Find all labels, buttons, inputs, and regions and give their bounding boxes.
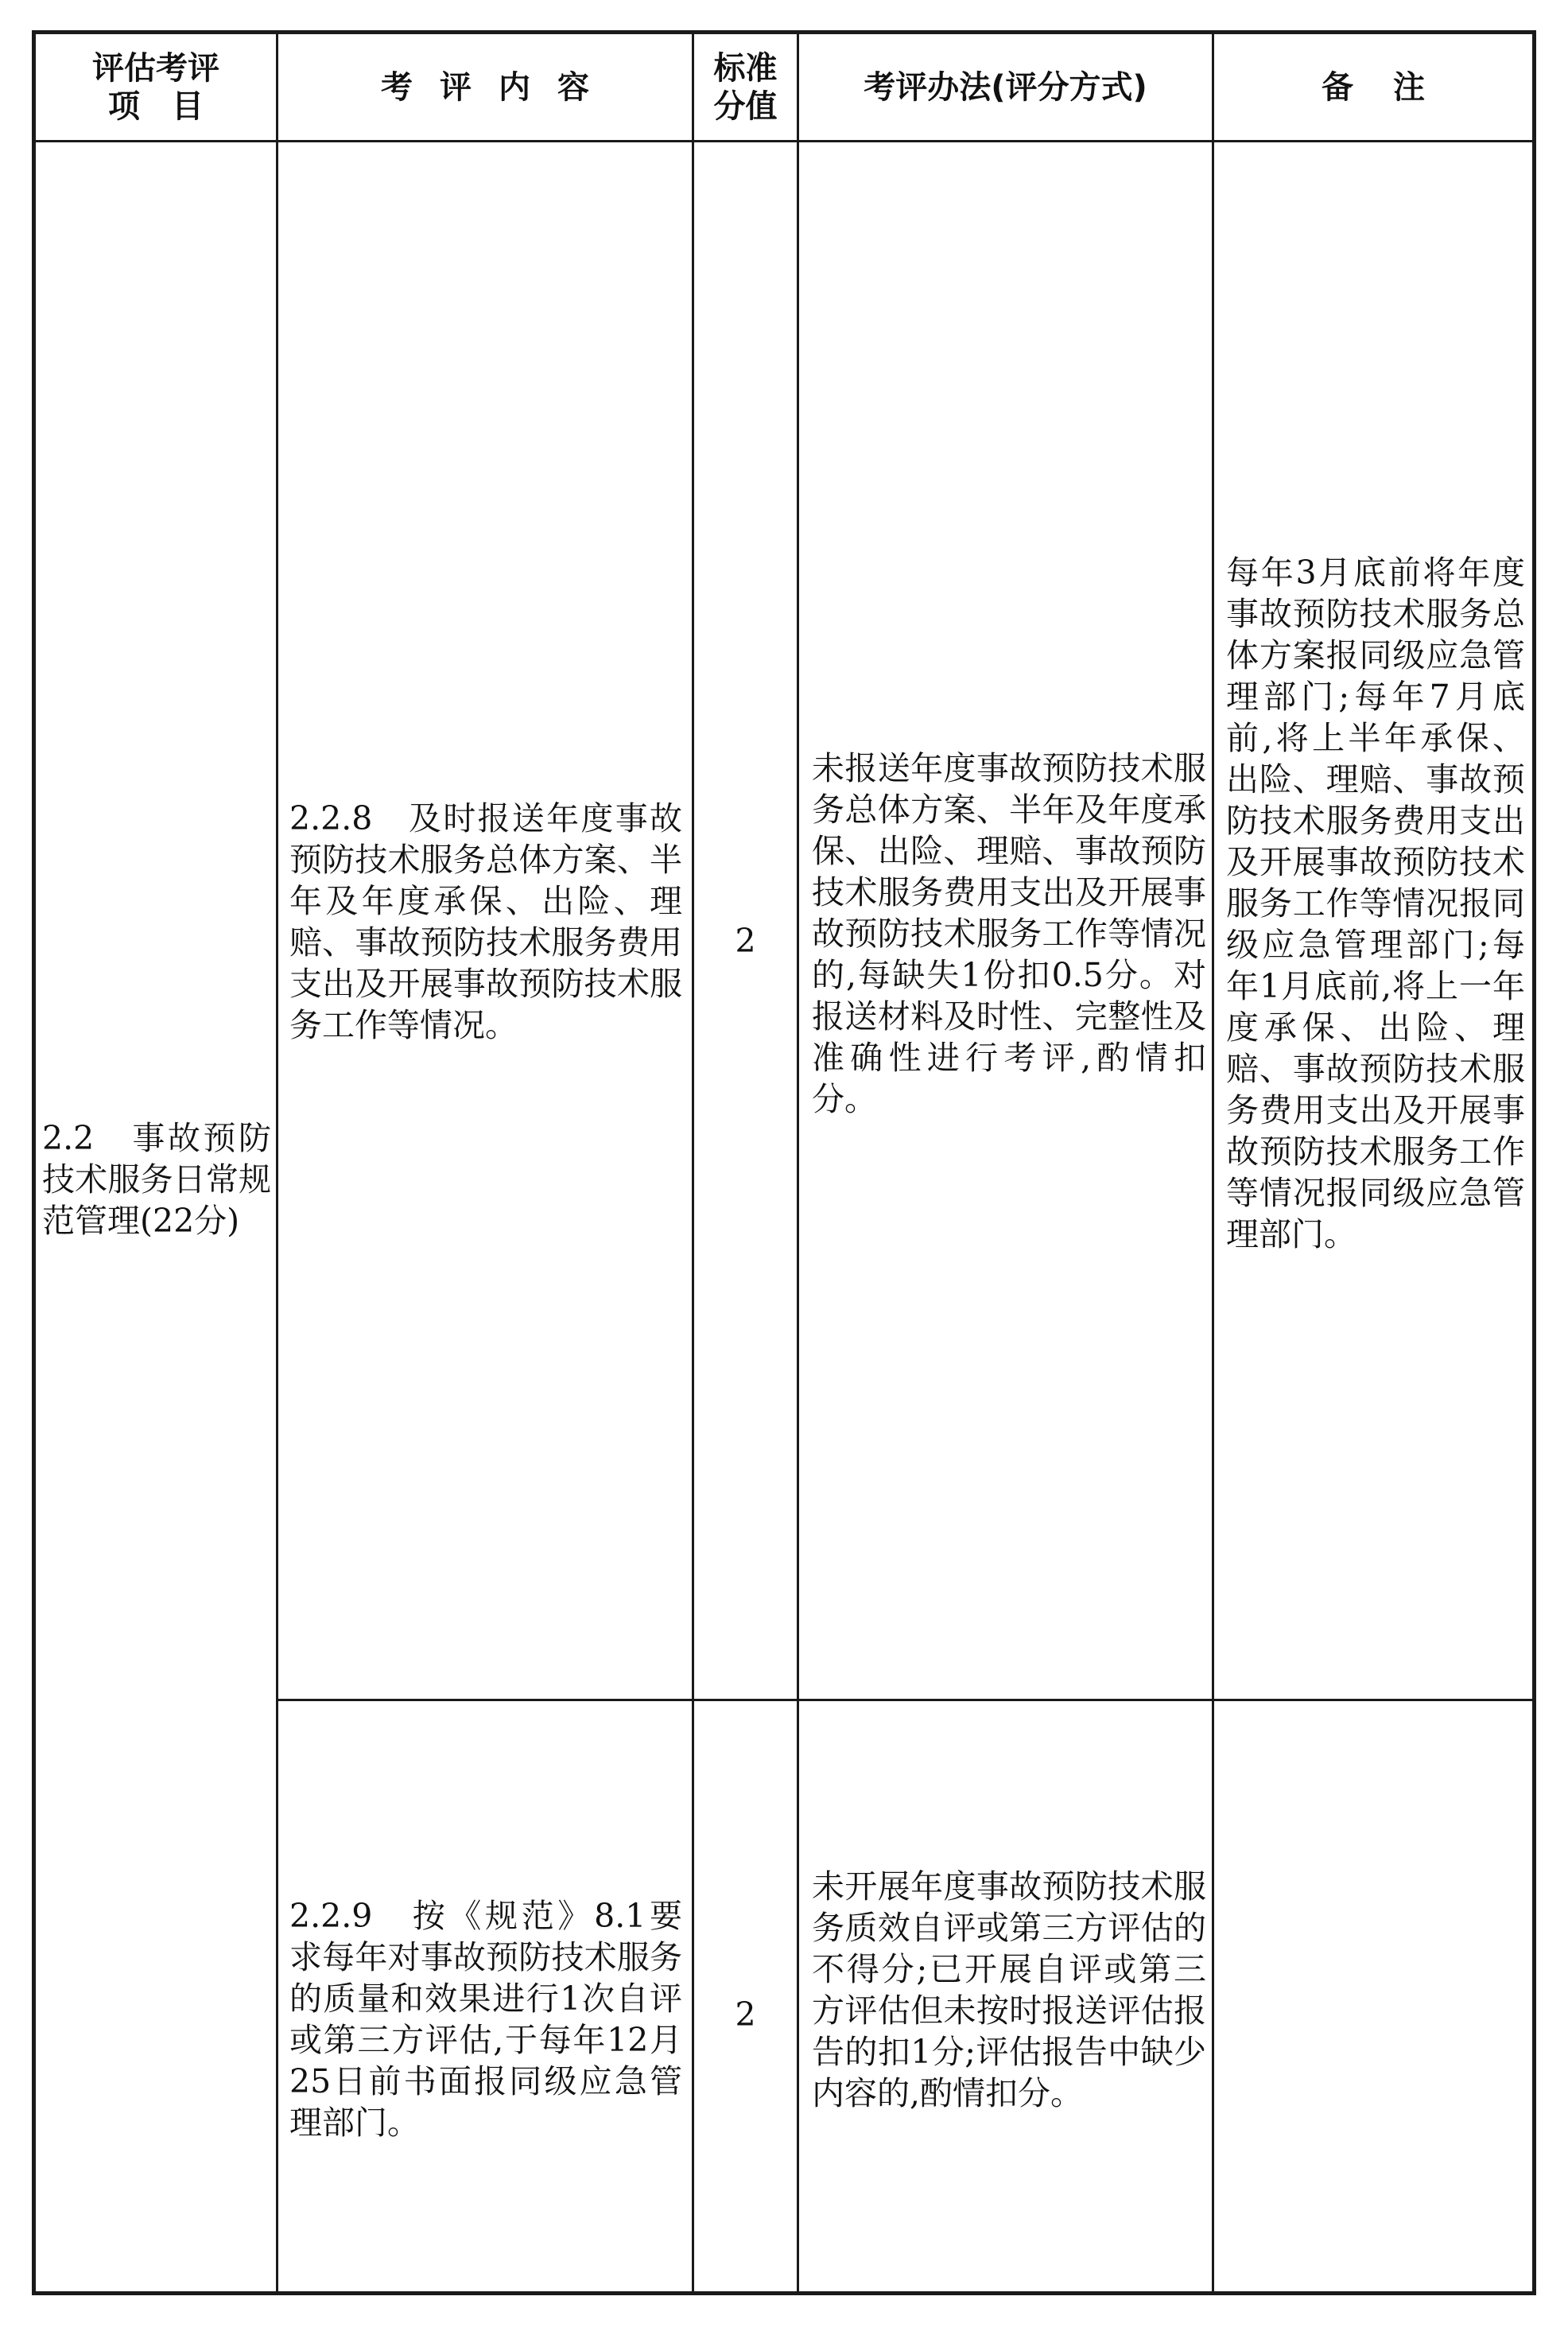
row-1-score <box>694 917 797 965</box>
column-divider <box>276 34 278 2291</box>
header-note-label: 备注 <box>1322 68 1465 106</box>
header-score <box>694 34 797 140</box>
header-score-label: 标准 分值 <box>713 49 778 125</box>
column-divider <box>692 34 694 2291</box>
assessment-table <box>32 30 1536 2295</box>
row-1-note <box>1226 552 1525 1331</box>
row-2-score-value: 2 <box>735 1995 756 2034</box>
row-1-method <box>812 748 1206 1145</box>
row-2-note <box>1226 1712 1525 2269</box>
section-label: 2.2 事故预防技术服务日常规范管理(22分) <box>42 1119 271 1240</box>
row-1-method-text: 未报送年度事故预防技术服务总体方案、半年及年度承保、出险、理赔、事故预防技术服务费用支出及开展事故预防技术服务工作等情况的,每缺失1份扣0.5分。对报送材料及时性、完整性及准确性进行考评,酌情扣分。 <box>812 749 1206 1118</box>
header-divider <box>36 140 1532 142</box>
row-1-score-value: 2 <box>735 922 756 960</box>
row-2-content <box>289 1895 682 2150</box>
row-1-content-text: 2.2.8 及时报送年度事故预防技术服务总体方案、半年及年度承保、出险、理赔、事故预防技术服务费用支出及开展事故预防技术服务工作等情况。 <box>289 799 682 1044</box>
header-content <box>278 34 692 140</box>
row-2-content-text: 2.2.9 按《规范》8.1要求每年对事故预防技术服务的质量和效果进行1次自评或第三方评估,于每年12月25日前书面报同级应急管理部门。 <box>289 1897 682 2142</box>
column-divider <box>797 34 799 2291</box>
header-item <box>36 34 276 140</box>
header-method <box>799 34 1212 140</box>
row-1-content <box>289 798 682 1044</box>
header-content-label: 考评内容 <box>381 68 616 106</box>
row-1-note-text: 每年3月底前将年度事故预防技术服务总体方案报同级应急管理部门;每年7月底前,将上半年承保、出险、理赔、事故预防技术服务费用支出及开展事故预防技术服务工作等情况报同级应急管理部门;每年1月底前,将上一年度承保、出险、理赔、事故预防技术服务费用支出及开展事故预防技术服务工作等情况报同级应急管理部门。 <box>1226 554 1525 1253</box>
column-divider <box>1212 34 1214 2291</box>
header-item-label: 评估考评 项 目 <box>92 49 219 125</box>
row-2-method-text: 未开展年度事故预防技术服务质效自评或第三方评估的不得分;已开展自评或第三方评估但未按时报送评估报告的扣1分;评估报告中缺少内容的,酌情扣分。 <box>812 1867 1206 2112</box>
row-divider <box>276 1699 1532 1701</box>
row-2-method <box>812 1866 1206 2168</box>
row-2-score <box>694 1991 797 2038</box>
header-method-label: 考评办法(评分方式) <box>864 68 1147 106</box>
header-note <box>1214 34 1532 140</box>
section-cell <box>42 1117 271 1292</box>
